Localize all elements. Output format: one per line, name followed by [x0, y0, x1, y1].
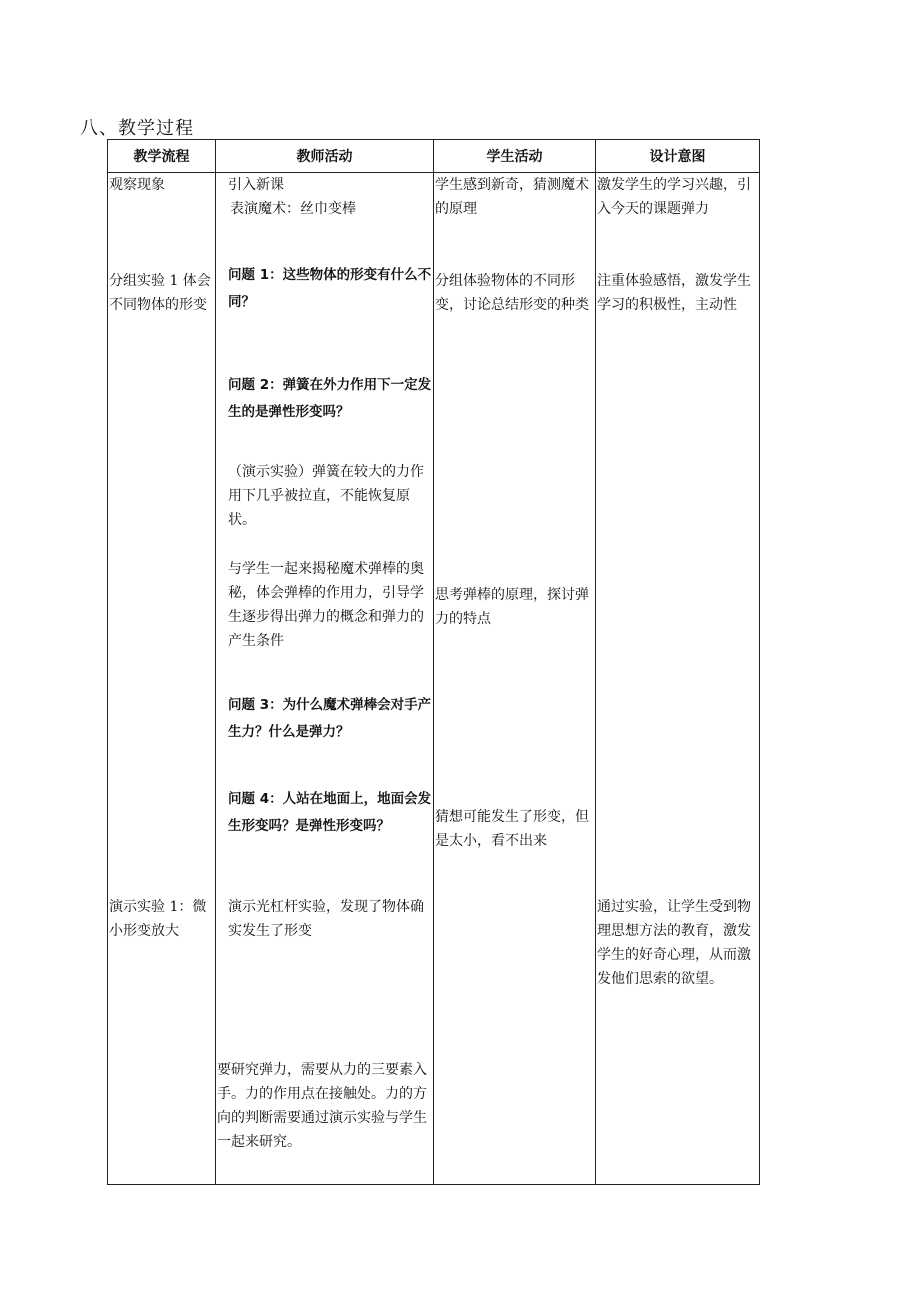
header-flow: 教学流程: [108, 140, 216, 173]
header-student-activity: 学生活动: [434, 140, 596, 173]
student-guess-deformation: 猜想可能发生了形变，但是太小，看不出来: [435, 809, 589, 849]
intent-curiosity: 通过实验，让学生受到物理思想方法的教育，激发学生的好奇心理，从而激发他们思索的欲望。: [597, 899, 751, 987]
intent-experience: 注重体验感悟，激发学生学习的积极性，主动性: [597, 273, 751, 313]
flow-group-experiment: 分组实验 1 体会不同物体的形变: [109, 273, 211, 313]
header-teacher-activity: 教师活动: [216, 140, 434, 173]
teacher-question-1: 问题 1：这些物体的形变有什么不同？: [228, 267, 432, 310]
flow-cell: [108, 173, 216, 1185]
teacher-intro: 引入新课: [228, 177, 284, 193]
intent-interest: 激发学生的学习兴趣，引入今天的课题弹力: [597, 177, 751, 217]
student-curious: 学生感到新奇，猜测魔术的原理: [435, 177, 589, 217]
teacher-question-3: 问题 3：为什么魔术弹棒会对手产生力？什么是弹力？: [228, 697, 432, 740]
teacher-elastic-force-elements: 要研究弹力，需要从力的三要素入手。力的作用点在接触处。力的方向的判断需要通过演示实验与学生一起来研究。: [217, 1062, 427, 1150]
section-title: 八、教学过程: [80, 118, 194, 139]
teacher-optical-lever: 演示光杠杆实验，发现了物体确实发生了形变: [228, 899, 424, 939]
teacher-magic: 表演魔术：丝巾变棒: [230, 201, 356, 217]
flow-observe: 观察现象: [109, 177, 165, 193]
header-design-intent: 设计意图: [596, 140, 760, 173]
table-header-row: [108, 140, 760, 173]
teacher-cell: [216, 173, 434, 1185]
teaching-process-table: [107, 139, 760, 1185]
student-group-experience: 分组体验物体的不同形变，讨论总结形变的种类: [435, 273, 589, 313]
flow-demo-experiment: 演示实验 1：微小形变放大: [109, 899, 207, 939]
student-think-magic: 思考弹棒的原理，探讨弹力的特点: [435, 587, 589, 627]
teacher-question-4: 问题 4：人站在地面上，地面会发生形变吗？是弹性形变吗？: [228, 791, 432, 834]
teacher-question-2: 问题 2：弹簧在外力作用下一定发生的是弹性形变吗？: [228, 377, 432, 420]
table-row: [108, 173, 760, 1185]
intent-cell: [596, 173, 760, 1185]
student-cell: [434, 173, 596, 1185]
teacher-reveal-magic: 与学生一起来揭秘魔术弹棒的奥秘，体会弹棒的作用力，引导学生逐步得出弹力的概念和弹力的产生条件: [228, 561, 424, 649]
teacher-demo-spring: （演示实验）弹簧在较大的力作用下几乎被拉直，不能恢复原状。: [228, 464, 424, 528]
